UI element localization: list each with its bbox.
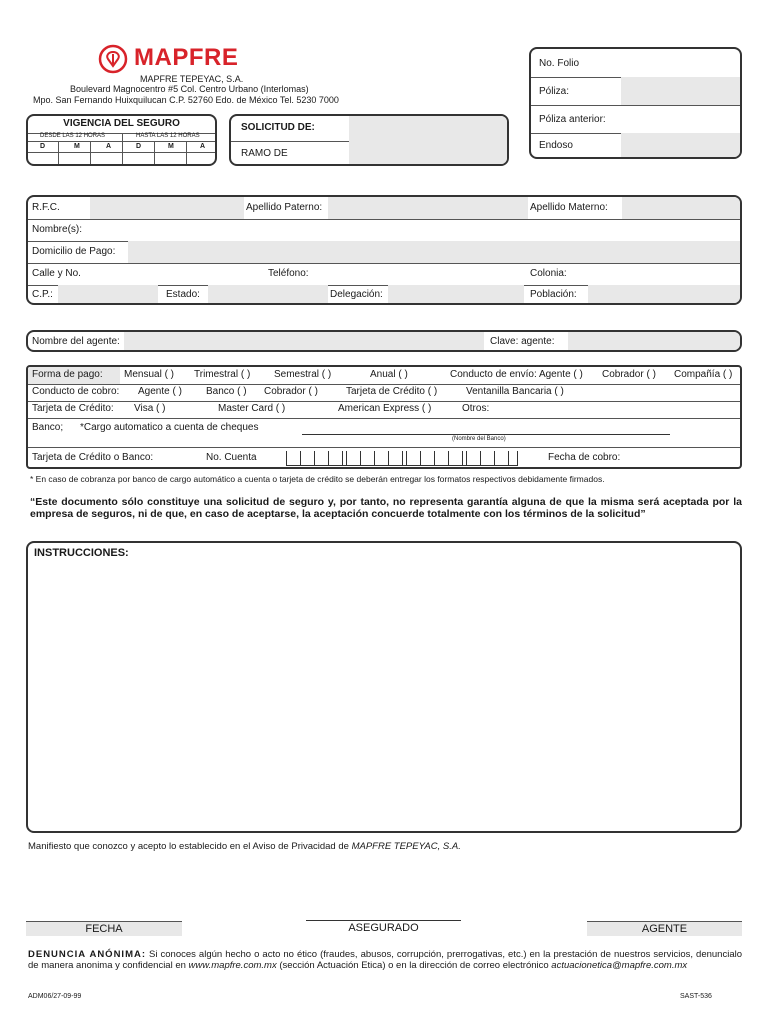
cargo-automatico-label: *Cargo automatico a cuenta de cheques — [80, 422, 259, 433]
domicilio-input[interactable] — [128, 241, 740, 263]
vigencia-col-a1: A — [106, 143, 112, 150]
nombre-banco-caption: (Nombre del Banco) — [452, 436, 506, 442]
agente-signature[interactable]: AGENTE — [587, 921, 742, 936]
folio-label: No. Folio — [539, 58, 580, 69]
denuncia-email[interactable]: actuacionetica@mapfre.com.mx — [551, 960, 688, 971]
asegurado-signature: ASEGURADO — [348, 922, 419, 934]
colonia-label: Colonia: — [530, 268, 567, 279]
mensual-option[interactable]: Mensual ( ) — [124, 369, 175, 380]
poliza-input[interactable] — [621, 77, 740, 105]
disclaimer-text: “Este documento sólo constituye una solicitud de seguro y, por tanto, no representa garantía alguna de que la misma será aceptada por la empresa de seguros, ni de que, en caso de aceptarse, la aceptación concuerde totalmente con los términos de la solicitud” — [30, 496, 742, 520]
agente-clave-label: Clave: agente: — [490, 336, 555, 347]
domicilio-label: Domicilio de Pago: — [32, 246, 116, 257]
cobranza-note: * En caso de cobranza por banco de cargo automático a cuenta o tarjeta de crédito se deberán entregar los formatos respectivos debidamente firmados. — [30, 474, 605, 484]
envio-agente-option[interactable]: Conducto de envío: Agente ( ) — [450, 369, 583, 380]
company-address-2: Mpo. San Fernando Huixquilucan C.P. 52760 Edo. de México Tel. 5230 7000 — [33, 95, 339, 105]
denuncia-text: Si conoces algún hecho o acto no ético (fraudes, abusos, corrupción, prerrogativas, etc.) en la prestación de nuestros servicios, denuncialo de manera anonima y confidencial en — [28, 949, 743, 971]
cobro-agente-option[interactable]: Agente ( ) — [138, 386, 182, 397]
poblacion-label: Población: — [530, 289, 577, 300]
agente-nombre-input[interactable] — [124, 332, 484, 350]
account-digit-boxes[interactable] — [286, 451, 518, 466]
cp-input[interactable] — [58, 285, 158, 305]
amex-option[interactable]: American Express ( ) — [338, 403, 432, 414]
apellido-paterno-label: Apellido Paterno: — [246, 202, 323, 213]
nombres-input[interactable] — [90, 219, 740, 241]
agente-nombre-label: Nombre del agente: — [32, 336, 120, 347]
privacidad-statement: Manifiesto que conozco y acepto lo establecido en el Aviso de Privacidad de — [28, 841, 349, 852]
instrucciones-box[interactable] — [26, 541, 742, 833]
nombre-banco-line[interactable] — [302, 434, 670, 435]
solicitud-box — [229, 114, 509, 166]
privacidad-text — [28, 841, 461, 852]
company-address-1: Boulevard Magnocentro #5 Col. Centro Urbano (Interlomas) — [70, 84, 309, 94]
poliza-label: Póliza: — [539, 86, 570, 97]
solicitud-label: SOLICITUD DE: — [241, 122, 315, 133]
mapfre-logo — [98, 44, 258, 72]
trimestral-option[interactable]: Trimestral ( ) — [194, 369, 251, 380]
agente-box — [26, 330, 742, 352]
estado-label: Estado: — [166, 289, 200, 300]
vigencia-hasta: HASTA LAS 12 HORAS — [136, 133, 200, 139]
fecha-signature[interactable]: FECHA — [26, 921, 182, 936]
delegacion-label: Delegación: — [330, 289, 383, 300]
tarjeta-credito-label: Tarjeta de Crédito: — [32, 403, 114, 414]
telefono-label: Teléfono: — [268, 268, 309, 279]
calle-label: Calle y No. — [32, 268, 81, 279]
privacidad-company: MAPFRE TEPEYAC, S.A. — [351, 841, 461, 852]
agente-clave-input[interactable] — [568, 332, 740, 350]
denuncia-text-2: (sección Actuación Etica) o en la dirección de correo electrónico — [279, 960, 549, 971]
vigencia-title: VIGENCIA DEL SEGURO — [63, 118, 180, 129]
personal-data-box — [26, 195, 742, 305]
apellido-materno-label: Apellido Materno: — [530, 202, 608, 213]
forma-pago-label: Forma de pago: — [32, 369, 103, 380]
ramo-input[interactable] — [349, 141, 507, 166]
vigencia-col-m2: M — [168, 143, 174, 150]
denuncia-title: DENUNCIA ANÓNIMA: — [28, 949, 147, 960]
vigencia-desde: DESDE LAS 12 HORAS — [40, 133, 106, 139]
mapfre-emblem-icon — [98, 44, 128, 74]
envio-cobrador-option[interactable]: Cobrador ( ) — [602, 369, 656, 380]
folio-box — [529, 47, 742, 159]
vigencia-box — [26, 114, 217, 166]
solicitud-input[interactable] — [349, 116, 507, 141]
ramo-label: RAMO DE — [241, 148, 288, 159]
form-code-left: ADM06/27-09-99 — [28, 993, 82, 1000]
tarjeta-banco-label: Tarjeta de Crédito o Banco: — [32, 452, 154, 463]
visa-option[interactable]: Visa ( ) — [134, 403, 166, 414]
folio-input[interactable] — [621, 49, 740, 77]
calle-input[interactable] — [90, 263, 262, 285]
colonia-input[interactable] — [588, 263, 740, 285]
no-cuenta-label: No. Cuenta — [206, 452, 257, 463]
vigencia-col-d2: D — [136, 143, 142, 150]
semestral-option[interactable]: Semestral ( ) — [274, 369, 332, 380]
cobro-tarjeta-option[interactable]: Tarjeta de Crédito ( ) — [346, 386, 438, 397]
cobro-banco-option[interactable]: Banco ( ) — [206, 386, 247, 397]
vigencia-col-m1: M — [74, 143, 80, 150]
estado-input[interactable] — [208, 285, 328, 305]
poblacion-input[interactable] — [588, 285, 740, 305]
rfc-label: R.F.C. — [32, 202, 60, 213]
banco-label: Banco; — [32, 422, 64, 433]
telefono-input[interactable] — [324, 263, 524, 285]
vigencia-col-d1: D — [40, 143, 46, 150]
otros-option[interactable]: Otros: — [462, 403, 490, 414]
endoso-input[interactable] — [621, 133, 740, 159]
cobro-ventanilla-option[interactable]: Ventanilla Bancaria ( ) — [466, 386, 564, 397]
mastercard-option[interactable]: Master Card ( ) — [218, 403, 286, 414]
rfc-input[interactable] — [90, 197, 244, 219]
denuncia-paragraph — [28, 949, 742, 971]
apellido-materno-input[interactable] — [622, 197, 740, 219]
cp-label: C.P.: — [32, 289, 53, 300]
apellido-paterno-input[interactable] — [328, 197, 528, 219]
poliza-anterior-label: Póliza anterior: — [539, 114, 606, 125]
denuncia-website[interactable]: www.mapfre.com.mx — [188, 960, 277, 971]
delegacion-input[interactable] — [388, 285, 524, 305]
pago-box — [26, 365, 742, 469]
brand-name: MAPFRE — [134, 44, 239, 71]
fecha-cobro-label: Fecha de cobro: — [548, 452, 621, 463]
anual-option[interactable]: Anual ( ) — [370, 369, 408, 380]
poliza-anterior-input[interactable] — [621, 105, 740, 133]
vigencia-col-a2: A — [200, 143, 206, 150]
form-code-right: SAST-536 — [680, 993, 712, 1000]
envio-compania-option[interactable]: Compañía ( ) — [674, 369, 733, 380]
endoso-label: Endoso — [539, 140, 573, 151]
cobro-cobrador-option[interactable]: Cobrador ( ) — [264, 386, 318, 397]
asegurado-line[interactable] — [306, 920, 461, 921]
company-name: MAPFRE TEPEYAC, S.A. — [140, 74, 244, 84]
nombres-label: Nombre(s): — [32, 224, 83, 235]
conducto-cobro-label: Conducto de cobro: — [32, 386, 120, 397]
instrucciones-title: INSTRUCCIONES: — [34, 547, 129, 559]
